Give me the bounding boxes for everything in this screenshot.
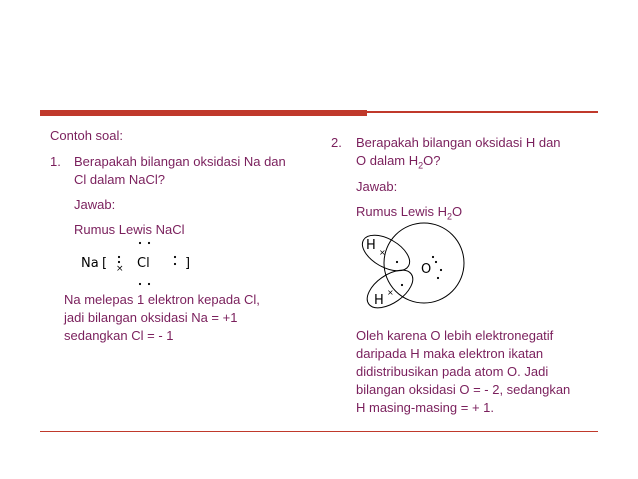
- atom-o: O: [421, 262, 432, 277]
- question-2-number: 2.: [331, 135, 342, 150]
- bracket-close: ]: [185, 256, 191, 271]
- lewis-2-label: Rumus Lewis $H_2O$: [356, 204, 463, 222]
- atom-h-top: H: [366, 238, 376, 253]
- section-title: Contoh soal:: [50, 128, 123, 143]
- explain-2-line-3: didistribusikan pada atom O. Jadi: [356, 364, 549, 379]
- question-1-line-2: Cl dalam NaCl?: [74, 172, 166, 187]
- atom-h-bottom: H: [374, 293, 384, 308]
- explain-1-line-2: jadi bilangan oksidasi Na = +1: [64, 310, 238, 325]
- question-2-line-1: Berapakah bilangan oksidasi H dan: [356, 135, 561, 150]
- atom-na: Na: [81, 256, 99, 271]
- svg-text:×: ×: [116, 264, 124, 274]
- svg-text:×: ×: [387, 288, 394, 297]
- question-1-number: 1.: [50, 154, 61, 169]
- explain-1-line-3: sedangkan Cl = - 1: [64, 328, 174, 343]
- answer-2-label: Jawab:: [356, 179, 398, 194]
- explain-2-line-1: Oleh karena O lebih elektronegatif: [356, 328, 554, 343]
- bracket-open: [: [102, 256, 108, 271]
- question-2-line-2: O dalam $H_2O$?: [356, 153, 441, 171]
- explain-1-line-1: Na melepas 1 elektron kepada Cl,: [64, 292, 260, 307]
- answer-1-label: Jawab:: [74, 197, 116, 212]
- explain-2-line-2: daripada H maka elektron ikatan: [356, 346, 544, 361]
- atom-cl: Cl: [137, 256, 150, 271]
- svg-text:×: ×: [379, 248, 386, 257]
- lewis-1-label: Rumus Lewis NaCl: [74, 222, 185, 237]
- question-1-line-1: Berapakah bilangan oksidasi Na dan: [74, 154, 286, 169]
- explain-2-line-5: H masing-masing = + 1.: [356, 400, 495, 415]
- explain-2-line-4: bilangan oksidasi O = - 2, sedangkan: [356, 382, 571, 397]
